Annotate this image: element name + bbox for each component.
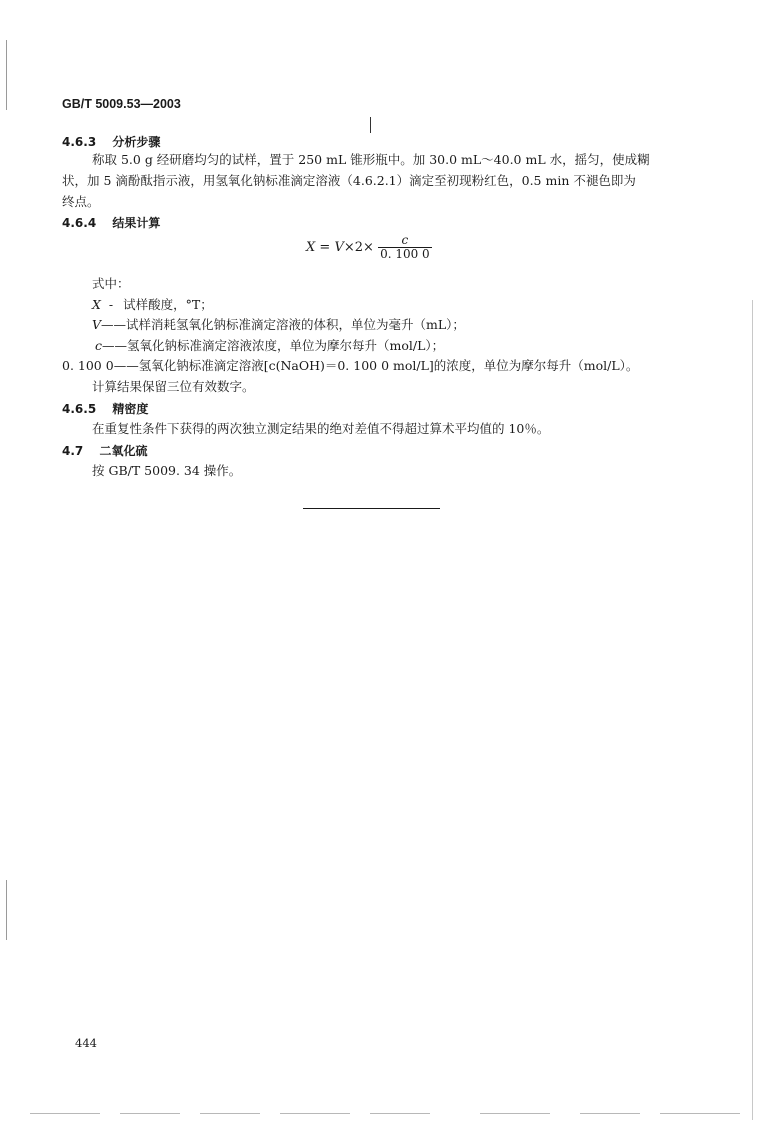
paragraph-line: 称取 5.0 g 经研磨均匀的试样，置于 250 mL 锥形瓶中。加 30.0 mL～40.0 mL 水，摇匀，使成糊 [92,152,650,167]
definition-text: 试样消耗氢氧化钠标准滴定溶液的体积，单位为毫升（mL）； [126,317,465,332]
scan-bottom-dash [370,1113,430,1114]
section-number: 4.7 [62,444,84,458]
scan-edge-line-left [6,40,7,110]
section-number: 4.6.4 [62,216,97,230]
section-number: 4.6.5 [62,402,97,416]
section-title: 结果计算 [112,216,161,230]
section-465-heading [62,400,148,417]
calculation-note: 计算结果保留三位有效数字。 [92,379,255,394]
scan-edge-line-left-lower [6,880,7,940]
section-47-heading [62,442,147,459]
scan-bottom-dash [30,1113,100,1114]
section-number: 4.6.3 [62,135,97,149]
scan-mark-center [370,117,371,133]
paragraph-line: 状，加 5 滴酚酞指示液，用氢氧化钠标准滴定溶液（4.6.2.1）滴定至初现粉红色，0.5 min 不褪色即为 [62,173,636,188]
definition-text: 氢氧化钠标准滴定溶液[c(NaOH)＝0. 100 0 mol/L]的浓度，单位为摩尔每升（mol/L）。 [138,358,639,373]
formula-fraction [378,234,432,261]
definition-dash: - [108,297,114,312]
definition-symbol: 0. 100 0 [62,358,114,373]
scan-bottom-dash [580,1113,640,1114]
formula-equals: = [319,240,331,255]
section-463-heading [62,133,160,150]
paragraph-line: 终点。 [62,194,100,209]
scan-bottom-dash [280,1113,350,1114]
formula-denominator: 0. 100 0 [380,247,430,261]
definition-text: 氢氧化钠标准滴定溶液浓度，单位为摩尔每升（mol/L）； [127,338,445,353]
section-title: 二氧化硫 [99,444,148,458]
scan-bottom-dash [480,1113,550,1114]
definition-row [95,338,444,354]
end-of-section-rule [303,508,440,509]
formula-times: × [343,240,355,255]
scan-bottom-dash [200,1113,260,1114]
formula [306,234,432,261]
formula-lhs: X [306,240,316,255]
standard-number: GB/T 5009.53—2003 [62,97,181,111]
definition-text: 试样酸度，°T； [123,297,213,312]
section-464-heading [62,214,160,231]
definition-row [92,317,465,333]
definition-symbol: V [92,317,102,332]
formula-times: × [363,240,374,255]
definition-row [62,358,638,374]
formula-term-v: V [334,240,344,255]
section-title: 分析步骤 [112,135,161,149]
page-number: 444 [75,1036,97,1050]
definition-dash: —— [113,358,139,373]
formula-numerator: c [401,233,409,247]
formula-factor: 2 [354,240,364,255]
scan-bottom-dash [660,1113,740,1114]
scan-edge-line-right [752,300,753,1120]
scan-bottom-dash [120,1113,180,1114]
definition-dash: —— [101,317,127,332]
definition-row [92,297,213,313]
definition-dash: —— [102,338,128,353]
section-title: 精密度 [112,402,149,416]
where-label: 式中： [92,276,130,291]
paragraph-line: 在重复性条件下获得的两次独立测定结果的绝对差值不得超过算术平均值的 10％。 [92,421,550,436]
definition-symbol: c [95,338,103,353]
definition-symbol: X [92,297,101,312]
paragraph-line: 按 GB/T 5009. 34 操作。 [92,463,242,478]
